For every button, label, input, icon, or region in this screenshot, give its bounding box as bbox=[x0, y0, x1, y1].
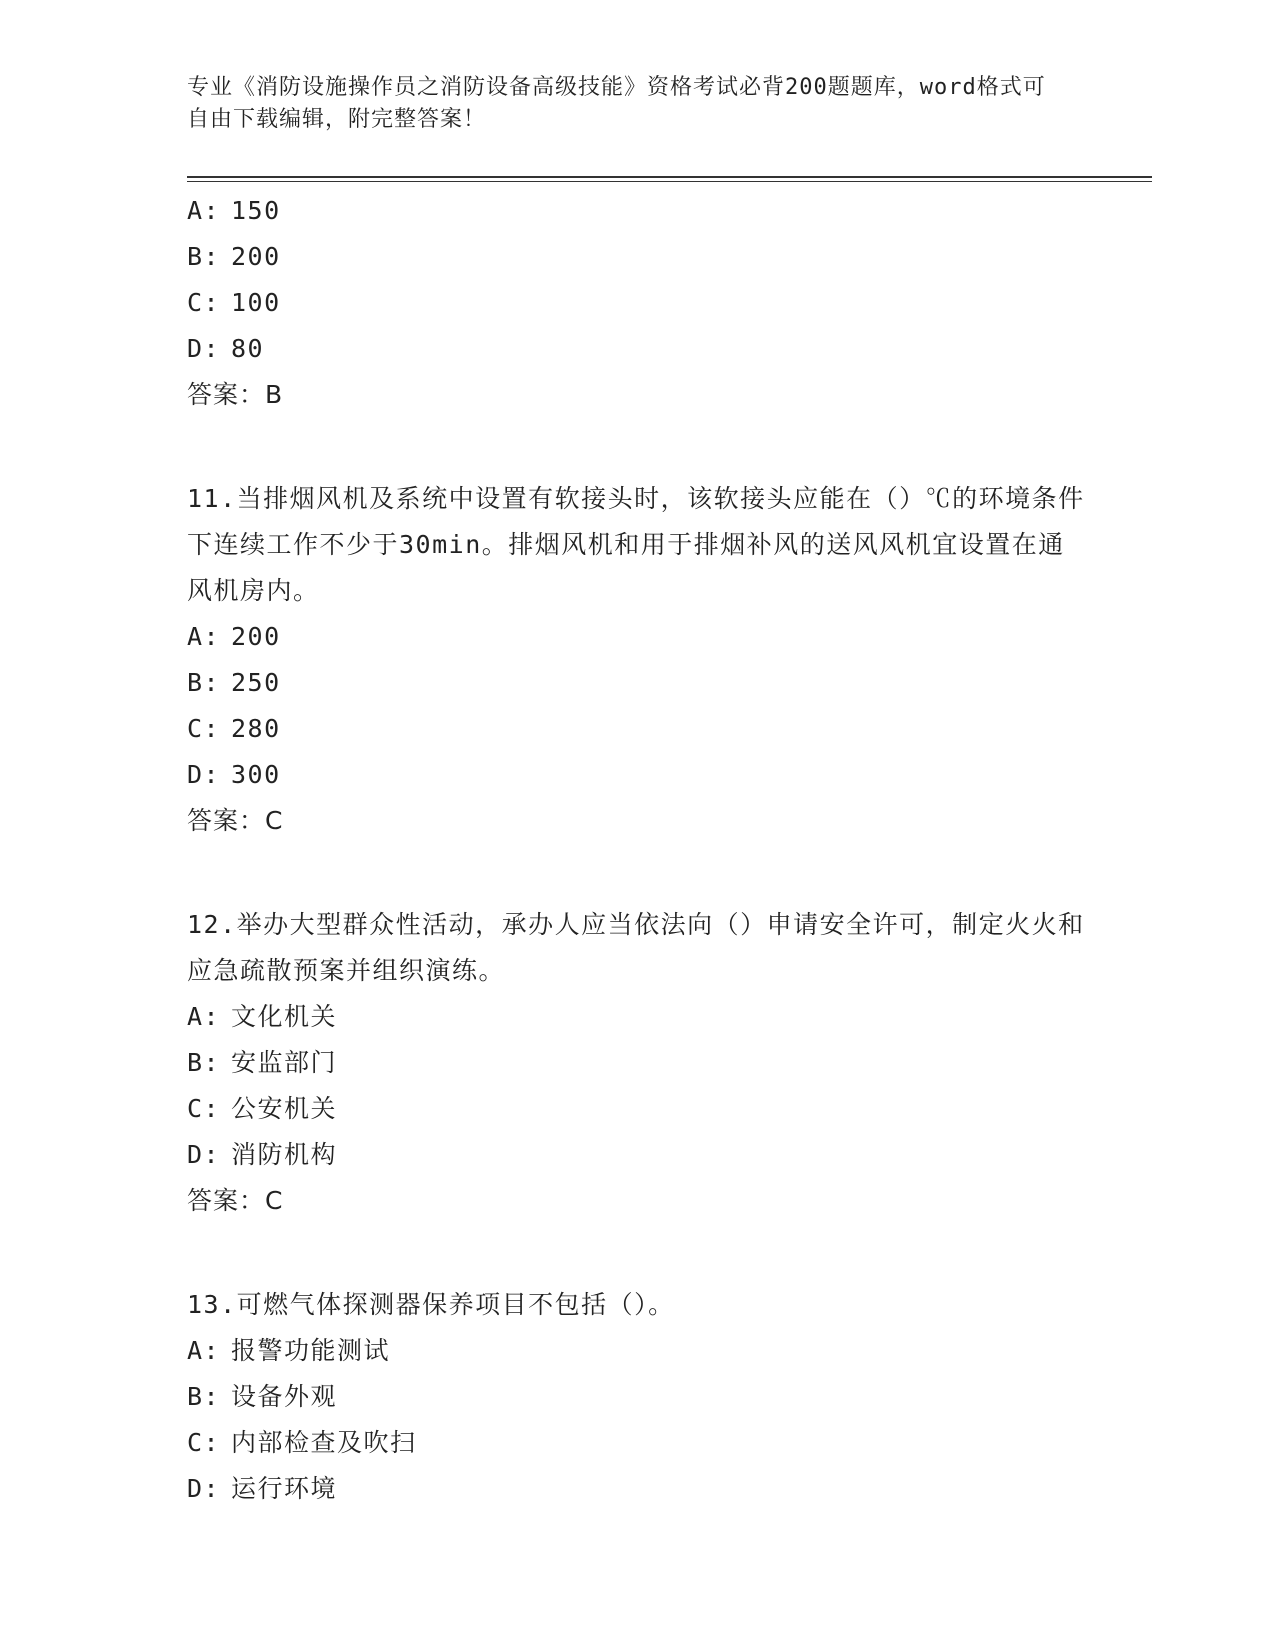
option-row bbox=[187, 706, 1087, 752]
option-text: 150 bbox=[231, 196, 281, 225]
option-letter: A: bbox=[187, 622, 221, 651]
question-stem: 当排烟风机及系统中设置有软接头时，该软接头应能在（）℃的环境条件下连续工作不少于30min。排烟风机和用于排烟补风的送风风机宜设置在通风机房内。 bbox=[187, 484, 1085, 605]
option-text: 200 bbox=[231, 242, 281, 271]
option-letter: B: bbox=[187, 1048, 221, 1077]
option-text: 设备外观 bbox=[231, 1382, 338, 1411]
option-row bbox=[187, 1328, 1087, 1374]
option-letter: B: bbox=[187, 242, 221, 271]
option-row bbox=[187, 1374, 1087, 1420]
question-text bbox=[187, 476, 1087, 614]
prev-question-block bbox=[187, 188, 1087, 418]
option-row bbox=[187, 1086, 1087, 1132]
question-11 bbox=[187, 418, 1087, 844]
question-text bbox=[187, 902, 1087, 994]
option-letter: A: bbox=[187, 1336, 221, 1365]
option-row bbox=[187, 1040, 1087, 1086]
option-text: 300 bbox=[231, 760, 281, 789]
option-letter: D: bbox=[187, 1140, 221, 1169]
option-letter: C: bbox=[187, 1094, 221, 1123]
option-text: 100 bbox=[231, 288, 281, 317]
option-row bbox=[187, 1466, 1087, 1512]
option-row bbox=[187, 234, 1087, 280]
option-letter: C: bbox=[187, 1428, 221, 1457]
option-text: 200 bbox=[231, 622, 281, 651]
question-number: 13. bbox=[187, 1290, 237, 1319]
question-text bbox=[187, 1282, 1087, 1328]
option-text: 安监部门 bbox=[231, 1048, 338, 1077]
document-body bbox=[187, 188, 1087, 1512]
option-letter: A: bbox=[187, 1002, 221, 1031]
option-letter: C: bbox=[187, 714, 221, 743]
option-text: 文化机关 bbox=[231, 1002, 338, 1031]
option-text: 280 bbox=[231, 714, 281, 743]
answer-line: 答案：C bbox=[187, 806, 284, 835]
question-stem: 可燃气体探测器保养项目不包括（）。 bbox=[236, 1290, 675, 1319]
option-letter: D: bbox=[187, 334, 221, 363]
question-stem: 举办大型群众性活动，承办人应当依法向（）申请安全许可，制定火火和应急疏散预案并组织演练。 bbox=[187, 910, 1085, 985]
option-text: 运行环境 bbox=[231, 1474, 338, 1503]
option-row bbox=[187, 660, 1087, 706]
header-divider-thick bbox=[187, 176, 1152, 178]
option-letter: D: bbox=[187, 1474, 221, 1503]
document-header: 专业《消防设施操作员之消防设备高级技能》资格考试必背200题题库，word格式可自由下载编辑，附完整答案！ bbox=[187, 75, 1046, 132]
option-row bbox=[187, 1420, 1087, 1466]
answer-line: 答案：B bbox=[187, 380, 284, 409]
option-letter: B: bbox=[187, 668, 221, 697]
question-number: 12. bbox=[187, 910, 237, 939]
option-letter: B: bbox=[187, 1382, 221, 1411]
option-letter: C: bbox=[187, 288, 221, 317]
option-row bbox=[187, 994, 1087, 1040]
option-row bbox=[187, 1132, 1087, 1178]
option-row bbox=[187, 752, 1087, 798]
option-text: 80 bbox=[231, 334, 265, 363]
option-text: 250 bbox=[231, 668, 281, 697]
option-text: 公安机关 bbox=[231, 1094, 338, 1123]
option-row bbox=[187, 188, 1087, 234]
question-12 bbox=[187, 844, 1087, 1224]
option-row bbox=[187, 326, 1087, 372]
option-letter: D: bbox=[187, 760, 221, 789]
option-text: 报警功能测试 bbox=[231, 1336, 391, 1365]
header-divider-thin bbox=[187, 181, 1152, 182]
question-13 bbox=[187, 1224, 1087, 1512]
answer-line: 答案：C bbox=[187, 1186, 284, 1215]
option-letter: A: bbox=[187, 196, 221, 225]
option-row bbox=[187, 614, 1087, 660]
option-text: 消防机构 bbox=[231, 1140, 338, 1169]
option-row bbox=[187, 280, 1087, 326]
question-number: 11. bbox=[187, 484, 237, 513]
option-text: 内部检查及吹扫 bbox=[231, 1428, 417, 1457]
